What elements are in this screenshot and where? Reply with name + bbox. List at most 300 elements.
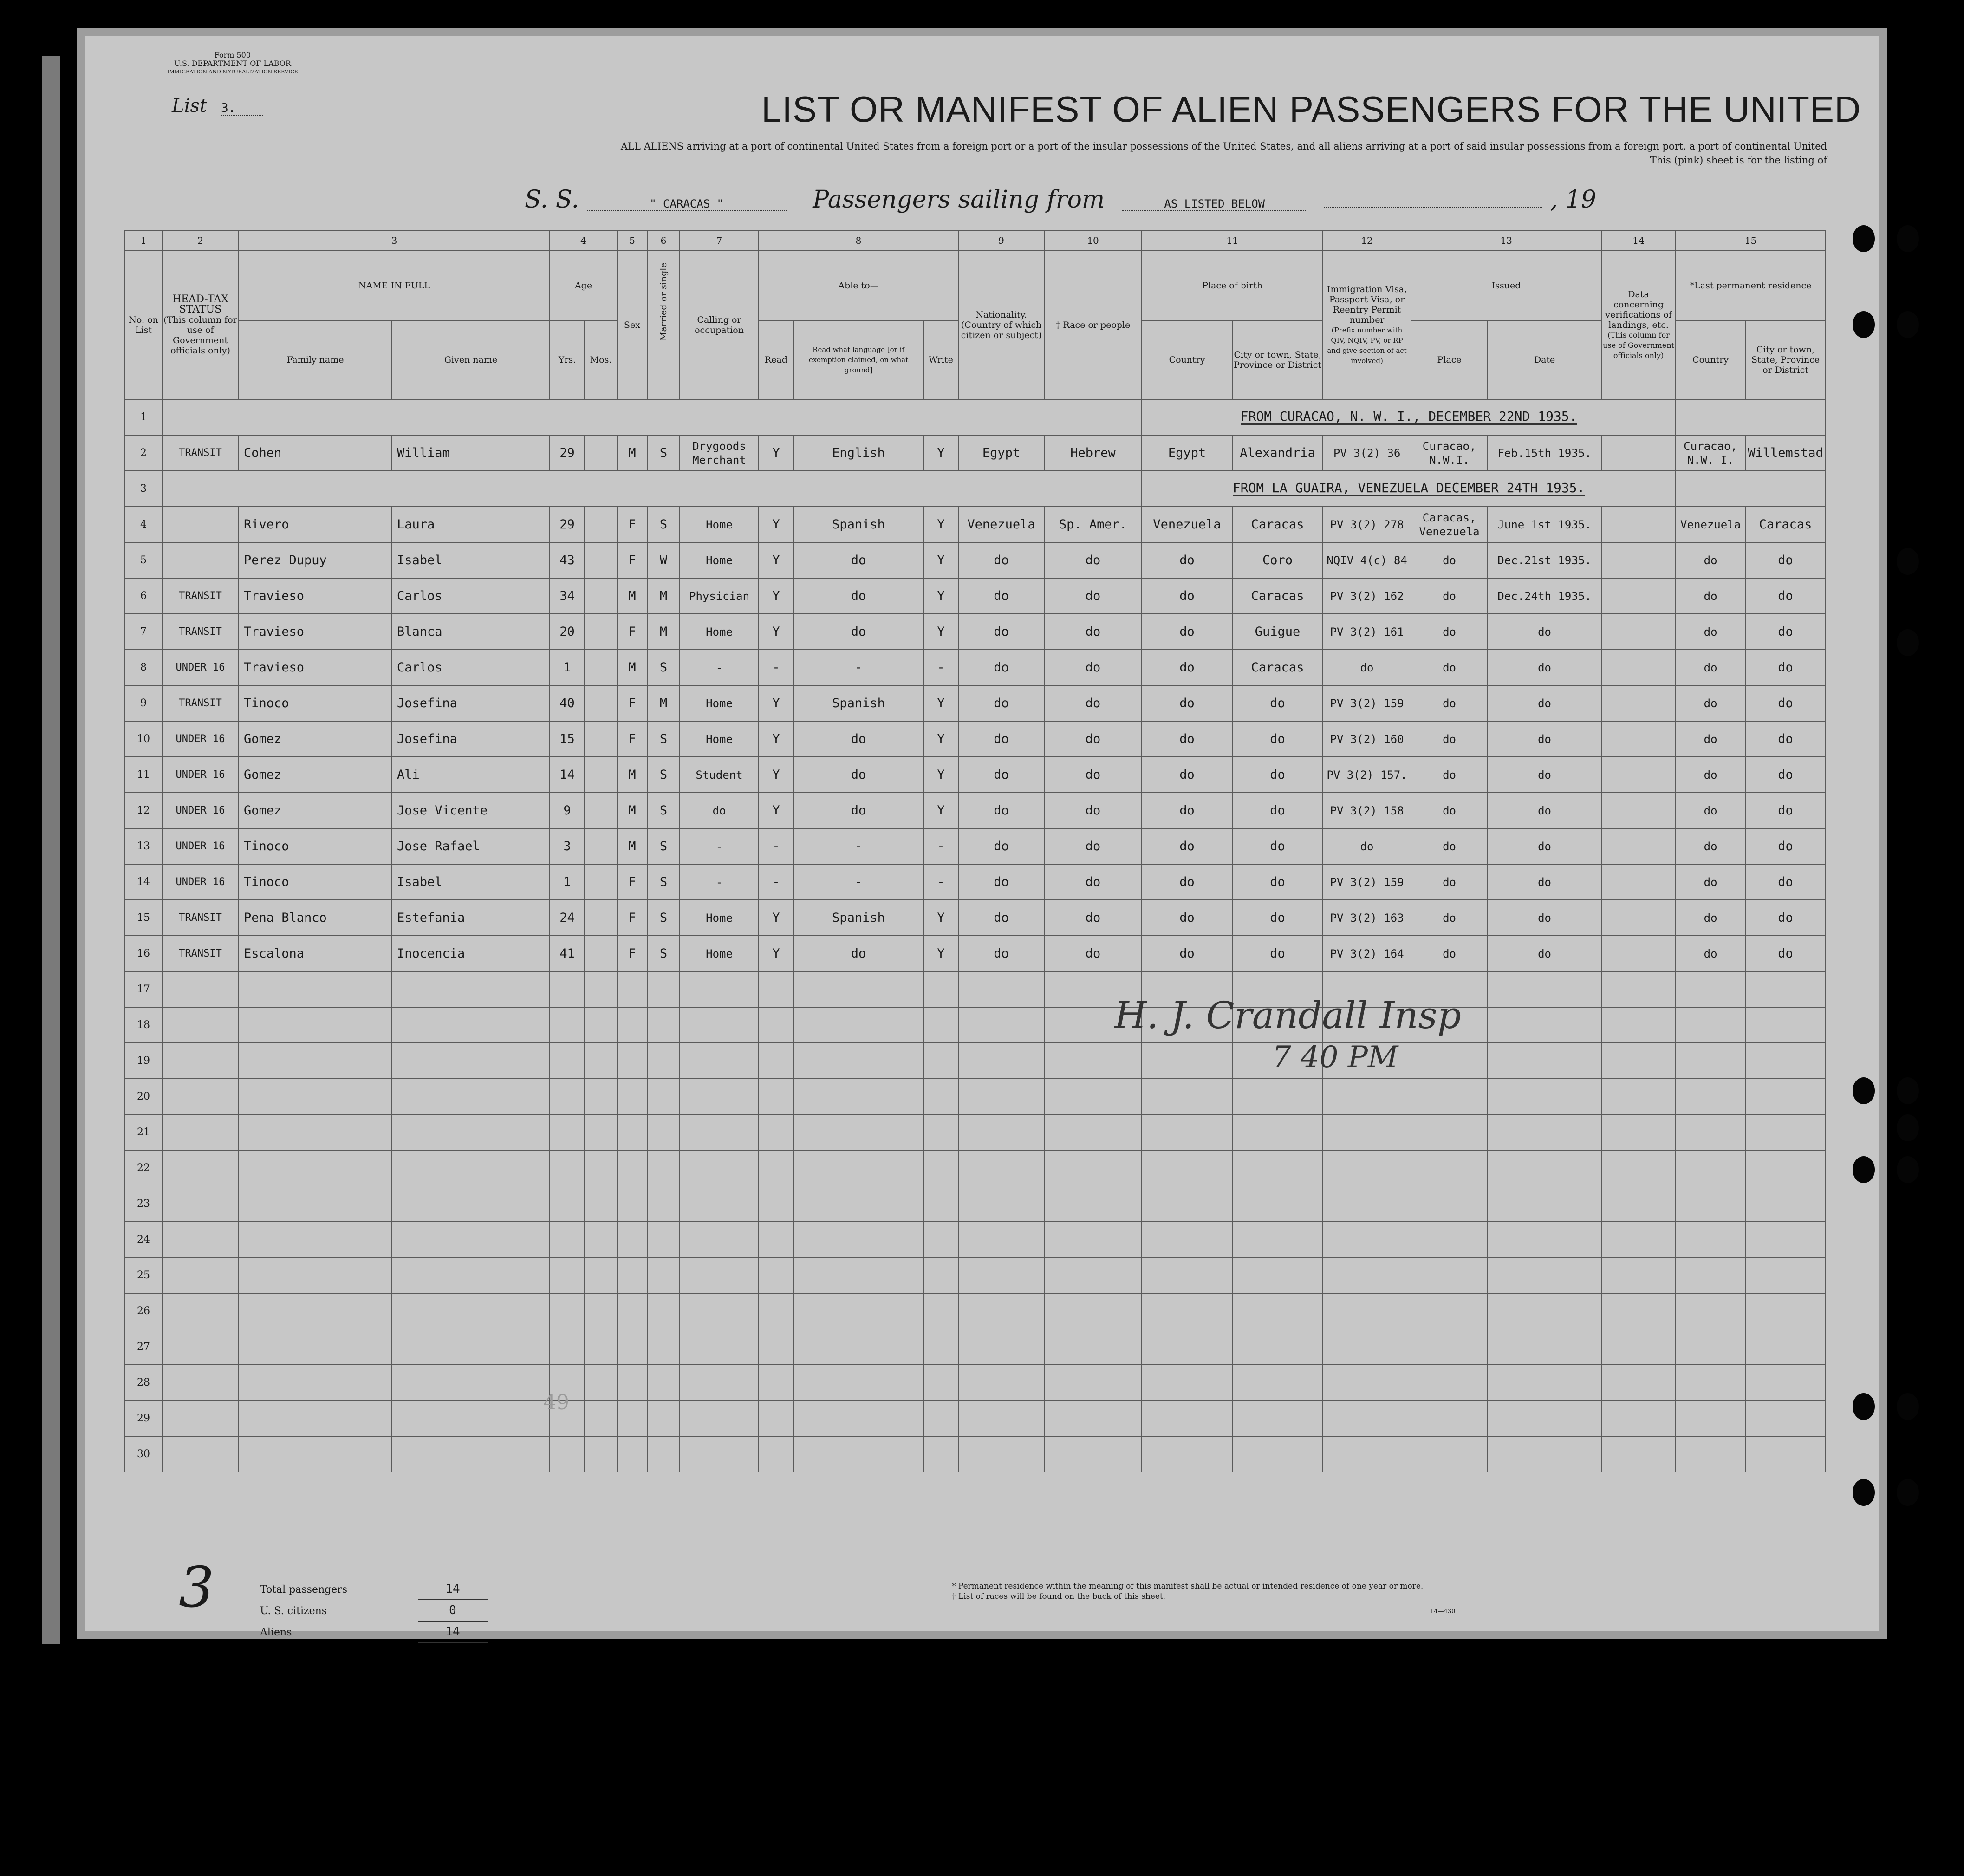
row-number: 2 (125, 435, 162, 471)
age-months (585, 936, 617, 971)
verification-title: Data concerning verifications of landings, etc. (1605, 289, 1672, 330)
empty-cell (162, 1257, 239, 1293)
empty-cell (239, 1436, 392, 1472)
empty-cell (1323, 1365, 1411, 1400)
can-write: Y (923, 542, 958, 578)
head-tax-status: TRANSIT (162, 936, 239, 971)
empty-cell (923, 1293, 958, 1329)
issued-place: do (1411, 757, 1488, 793)
can-write: Y (923, 614, 958, 650)
nationality: do (958, 864, 1044, 900)
colnum-6: 6 (647, 230, 680, 251)
hdr-no-on-list: No. on List (125, 251, 162, 399)
empty-cell (1745, 1400, 1826, 1436)
empty-cell (1601, 1293, 1676, 1329)
empty-cell (1745, 1436, 1826, 1472)
nationality: do (958, 542, 1044, 578)
empty-cell (1488, 1043, 1601, 1079)
marital-status: S (647, 936, 680, 971)
empty-cell (759, 1257, 793, 1293)
table-row (125, 1400, 1826, 1436)
head-tax-status: UNDER 16 (162, 757, 239, 793)
empty-cell (162, 1114, 239, 1150)
empty-cell (793, 1400, 923, 1436)
issued-date: do (1488, 828, 1601, 864)
birth-country: do (1142, 721, 1232, 757)
empty-cell (162, 1150, 239, 1186)
footnote-residence: * Permanent residence within the meaning of this manifest shall be actual or intended residence of one year or more. (952, 1582, 1424, 1591)
nationality: do (958, 685, 1044, 721)
hdr-able-to: Able to— (759, 251, 958, 320)
read-language: do (793, 936, 923, 971)
empty-cell (958, 1079, 1044, 1114)
head-tax-status: TRANSIT (162, 685, 239, 721)
empty-cell (1142, 1150, 1232, 1186)
empty-cell (162, 1007, 239, 1043)
verification (1601, 650, 1676, 685)
sex: F (617, 507, 647, 542)
family-name: Pena Blanco (239, 900, 392, 936)
family-name: Gomez (239, 793, 392, 828)
row-number: 23 (125, 1186, 162, 1222)
aliens-row (260, 1622, 488, 1643)
empty-cell (162, 971, 239, 1007)
residence-city: do (1745, 900, 1826, 936)
empty-cell (617, 1293, 647, 1329)
empty-cell (239, 1293, 392, 1329)
empty-cell (759, 1293, 793, 1329)
empty-cell (1142, 1436, 1232, 1472)
age-months (585, 900, 617, 936)
empty-cell (923, 1186, 958, 1222)
birth-country: do (1142, 542, 1232, 578)
table-row (125, 828, 1826, 864)
issued-date: do (1488, 793, 1601, 828)
empty-cell (1044, 1400, 1142, 1436)
nationality: do (958, 936, 1044, 971)
birth-country: do (1142, 936, 1232, 971)
residence-city: do (1745, 936, 1826, 971)
table-row (125, 542, 1826, 578)
empty-cell (550, 1114, 585, 1150)
row-number: 11 (125, 757, 162, 793)
empty-cell (239, 1365, 392, 1400)
can-read: Y (759, 757, 793, 793)
service: IMMIGRATION AND NATURALIZATION SERVICE (167, 69, 298, 75)
empty-cell (680, 1222, 759, 1257)
route-banner: FROM CURACAO, N. W. I., DECEMBER 22ND 1935. (1240, 409, 1577, 424)
birth-country: Egypt (1142, 435, 1232, 471)
empty-cell (1323, 1150, 1411, 1186)
empty-cell (392, 1365, 550, 1400)
empty-cell (680, 1329, 759, 1365)
empty-cell (1232, 1150, 1323, 1186)
colnum-13: 13 (1411, 230, 1601, 251)
read-language: do (793, 614, 923, 650)
family-name: Travieso (239, 578, 392, 614)
empty-cell (1601, 1329, 1676, 1365)
marital-status: S (647, 864, 680, 900)
empty-cell (617, 1222, 647, 1257)
empty-cell (1411, 1150, 1488, 1186)
nationality: Venezuela (958, 507, 1044, 542)
family-name: Gomez (239, 757, 392, 793)
empty-cell (585, 1114, 617, 1150)
marital-status: S (647, 757, 680, 793)
empty-cell (1601, 971, 1676, 1007)
empty-cell (647, 1329, 680, 1365)
empty-cell (680, 1365, 759, 1400)
empty-cell (1411, 1043, 1488, 1079)
hdr-place-of-birth: Place of birth (1142, 251, 1323, 320)
occupation: Home (680, 685, 759, 721)
age-months (585, 542, 617, 578)
race: do (1044, 650, 1142, 685)
empty-cell (680, 971, 759, 1007)
residence-city: do (1745, 685, 1826, 721)
read-language: do (793, 757, 923, 793)
empty-cell (759, 1186, 793, 1222)
residence-country: do (1676, 721, 1745, 757)
route-banner: FROM LA GUAIRA, VENEZUELA DECEMBER 24TH 1935. (1232, 480, 1585, 495)
empty-cell (1323, 1329, 1411, 1365)
empty-cell (1488, 1150, 1601, 1186)
binder-hole (1853, 311, 1875, 338)
empty-cell (1745, 1365, 1826, 1400)
empty-cell (923, 1150, 958, 1186)
empty-cell (392, 1222, 550, 1257)
issued-place: Caracas, Venezuela (1411, 507, 1488, 542)
birth-city: do (1232, 685, 1323, 721)
verification (1601, 507, 1676, 542)
empty-cell (1323, 1186, 1411, 1222)
empty-cell (585, 1007, 617, 1043)
family-name: Tinoco (239, 685, 392, 721)
colnum-14: 14 (1601, 230, 1676, 251)
empty-cell (1142, 1079, 1232, 1114)
residence-country: Curacao, N.W. I. (1676, 435, 1745, 471)
hdr-write: Write (923, 320, 958, 399)
residence-country: do (1676, 650, 1745, 685)
empty-cell (923, 1400, 958, 1436)
can-write: Y (923, 757, 958, 793)
hdr-family-name: Family name (239, 320, 392, 399)
visa-number: PV 3(2) 159 (1323, 685, 1411, 721)
row-number: 8 (125, 650, 162, 685)
nationality: do (958, 614, 1044, 650)
ss-label: S. S. (525, 186, 579, 214)
intro-text (425, 139, 1827, 167)
issued-date: do (1488, 936, 1601, 971)
read-language: Spanish (793, 507, 923, 542)
visa-number: PV 3(2) 158 (1323, 793, 1411, 828)
empty-cell (1488, 1222, 1601, 1257)
empty-cell (647, 1293, 680, 1329)
verification (1601, 936, 1676, 971)
row-number: 12 (125, 793, 162, 828)
verification (1601, 542, 1676, 578)
colnum-5: 5 (617, 230, 647, 251)
hdr-married (647, 251, 680, 399)
binder-hole (1853, 1479, 1875, 1506)
page-number: 49 (543, 1391, 569, 1414)
given-name: Estefania (392, 900, 550, 936)
row-number: 4 (125, 507, 162, 542)
given-name: Carlos (392, 578, 550, 614)
verification (1601, 578, 1676, 614)
us-citizens-row (260, 1600, 488, 1622)
empty-cell (923, 1114, 958, 1150)
race: do (1044, 936, 1142, 971)
empty-cell (617, 1365, 647, 1400)
age-years: 1 (550, 864, 585, 900)
empty-cell (1232, 1186, 1323, 1222)
empty-cell (1142, 1222, 1232, 1257)
empty-cell (1745, 971, 1826, 1007)
total-passengers-label: Total passengers (260, 1584, 348, 1596)
colnum-7: 7 (680, 230, 759, 251)
binder-hole (1897, 548, 1919, 575)
empty-cell (923, 1222, 958, 1257)
can-write: - (923, 828, 958, 864)
family-name: Perez Dupuy (239, 542, 392, 578)
empty-cell (1044, 1436, 1142, 1472)
row-blank (1676, 399, 1826, 435)
read-language: do (793, 721, 923, 757)
birth-country: do (1142, 828, 1232, 864)
empty-cell (1601, 1222, 1676, 1257)
residence-country: do (1676, 900, 1745, 936)
empty-cell (550, 1293, 585, 1329)
empty-cell (585, 1222, 617, 1257)
empty-cell (647, 1043, 680, 1079)
birth-country: do (1142, 650, 1232, 685)
colnum-2: 2 (162, 230, 239, 251)
birth-city: do (1232, 721, 1323, 757)
verification (1601, 793, 1676, 828)
empty-cell (1745, 1293, 1826, 1329)
occupation: - (680, 828, 759, 864)
empty-cell (1745, 1186, 1826, 1222)
can-write: Y (923, 721, 958, 757)
colnum-10: 10 (1044, 230, 1142, 251)
empty-cell (392, 1079, 550, 1114)
can-read: - (759, 864, 793, 900)
empty-cell (1601, 1436, 1676, 1472)
head-tax-status (162, 507, 239, 542)
empty-cell (923, 1007, 958, 1043)
age-years: 24 (550, 900, 585, 936)
empty-cell (793, 1293, 923, 1329)
empty-cell (239, 1329, 392, 1365)
ship-line (525, 186, 1596, 214)
empty-cell (392, 1257, 550, 1293)
empty-cell (1676, 1293, 1745, 1329)
residence-city: do (1745, 828, 1826, 864)
marital-status: S (647, 793, 680, 828)
empty-cell (1232, 1257, 1323, 1293)
sex: M (617, 435, 647, 471)
binder-hole (1897, 1114, 1919, 1141)
age-months (585, 578, 617, 614)
empty-cell (585, 1293, 617, 1329)
birth-city: do (1232, 936, 1323, 971)
hdr-race: † Race or people (1044, 251, 1142, 399)
age-years: 1 (550, 650, 585, 685)
issued-date: do (1488, 721, 1601, 757)
empty-cell (1601, 1365, 1676, 1400)
page-title: LIST OR MANIFEST OF ALIEN PASSENGERS FOR THE UNITED (761, 89, 1861, 130)
residence-city: do (1745, 757, 1826, 793)
sex: M (617, 578, 647, 614)
empty-cell (1411, 1329, 1488, 1365)
empty-cell (550, 1222, 585, 1257)
birth-city: Alexandria (1232, 435, 1323, 471)
age-months (585, 685, 617, 721)
birth-city: do (1232, 900, 1323, 936)
occupation: - (680, 864, 759, 900)
hdr-issued-date: Date (1488, 320, 1601, 399)
empty-cell (1142, 1365, 1232, 1400)
empty-cell (1044, 1150, 1142, 1186)
empty-cell (239, 1079, 392, 1114)
age-years: 34 (550, 578, 585, 614)
sex: F (617, 900, 647, 936)
row-number: 27 (125, 1329, 162, 1365)
can-read: Y (759, 721, 793, 757)
empty-cell (958, 1436, 1044, 1472)
residence-city: do (1745, 614, 1826, 650)
sailing-label: Passengers sailing from (813, 186, 1105, 214)
race: do (1044, 828, 1142, 864)
inspector-signature: H. J. Crandall Insp (1114, 994, 1461, 1037)
empty-cell (923, 1079, 958, 1114)
sex: M (617, 650, 647, 685)
empty-cell (1676, 1365, 1745, 1400)
empty-cell (1232, 1222, 1323, 1257)
empty-cell (1411, 1365, 1488, 1400)
issued-date: do (1488, 650, 1601, 685)
table-row (125, 399, 1826, 435)
empty-cell (1323, 1400, 1411, 1436)
family-name: Cohen (239, 435, 392, 471)
empty-cell (680, 1150, 759, 1186)
empty-cell (958, 1365, 1044, 1400)
empty-cell (1745, 1257, 1826, 1293)
table-row (125, 900, 1826, 936)
visa-number: PV 3(2) 278 (1323, 507, 1411, 542)
empty-cell (680, 1186, 759, 1222)
birth-country: do (1142, 614, 1232, 650)
empty-cell (162, 1436, 239, 1472)
hdr-mos: Mos. (585, 320, 617, 399)
visa-number: PV 3(2) 163 (1323, 900, 1411, 936)
passenger-rows (125, 399, 1826, 1472)
colnum-4: 4 (550, 230, 617, 251)
row-number: 14 (125, 864, 162, 900)
given-name: Josefina (392, 721, 550, 757)
age-months (585, 864, 617, 900)
empty-cell (1232, 1365, 1323, 1400)
total-passengers-row (260, 1579, 488, 1600)
empty-cell (1232, 1079, 1323, 1114)
empty-cell (239, 1007, 392, 1043)
residence-city: do (1745, 721, 1826, 757)
residence-country: do (1676, 864, 1745, 900)
age-months (585, 507, 617, 542)
empty-cell (958, 1114, 1044, 1150)
row-number: 9 (125, 685, 162, 721)
head-tax-status: TRANSIT (162, 900, 239, 936)
family-name: Travieso (239, 614, 392, 650)
empty-cell (550, 971, 585, 1007)
age-months (585, 721, 617, 757)
head-tax-status: UNDER 16 (162, 793, 239, 828)
can-read: Y (759, 435, 793, 471)
age-years: 20 (550, 614, 585, 650)
empty-cell (647, 1400, 680, 1436)
empty-cell (923, 1365, 958, 1400)
empty-cell (585, 1150, 617, 1186)
issued-place: do (1411, 828, 1488, 864)
empty-cell (1745, 1222, 1826, 1257)
colnum-8: 8 (759, 230, 958, 251)
residence-country: Venezuela (1676, 507, 1745, 542)
empty-cell (647, 1436, 680, 1472)
year-prefix: , 19 (1550, 186, 1597, 214)
row-blank (162, 399, 1142, 435)
row-number: 24 (125, 1222, 162, 1257)
empty-cell (1488, 1007, 1601, 1043)
empty-cell (617, 1114, 647, 1150)
nationality: do (958, 578, 1044, 614)
department: U.S. DEPARTMENT OF LABOR (174, 59, 291, 68)
empty-cell (585, 1257, 617, 1293)
given-name: Ali (392, 757, 550, 793)
birth-city: Caracas (1232, 578, 1323, 614)
read-language: do (793, 793, 923, 828)
hdr-res-country: Country (1676, 320, 1745, 399)
empty-cell (162, 1329, 239, 1365)
empty-cell (617, 1079, 647, 1114)
empty-cell (585, 1436, 617, 1472)
residence-country: do (1676, 578, 1745, 614)
head-tax-status: UNDER 16 (162, 828, 239, 864)
age-months (585, 793, 617, 828)
empty-cell (1676, 1079, 1745, 1114)
can-read: Y (759, 936, 793, 971)
verification (1601, 435, 1676, 471)
issued-place: do (1411, 864, 1488, 900)
empty-cell (1411, 1436, 1488, 1472)
empty-cell (923, 971, 958, 1007)
read-language: do (793, 542, 923, 578)
can-read: - (759, 650, 793, 685)
underlying-sheet-edge (42, 56, 60, 1644)
occupation: Drygoods Merchant (680, 435, 759, 471)
row-blank (162, 471, 1142, 507)
empty-cell (392, 1114, 550, 1150)
empty-cell (585, 1365, 617, 1400)
verification (1601, 757, 1676, 793)
hdr-verification (1601, 251, 1676, 399)
marital-status: S (647, 507, 680, 542)
age-years: 41 (550, 936, 585, 971)
hdr-calling: Calling or occupation (680, 251, 759, 399)
visa-note: (Prefix number with QIV, NQIV, PV, or RP and give section of act involved) (1327, 326, 1407, 365)
empty-cell (1044, 1079, 1142, 1114)
verification-note: (This column for use of Government officials only) (1603, 331, 1675, 360)
